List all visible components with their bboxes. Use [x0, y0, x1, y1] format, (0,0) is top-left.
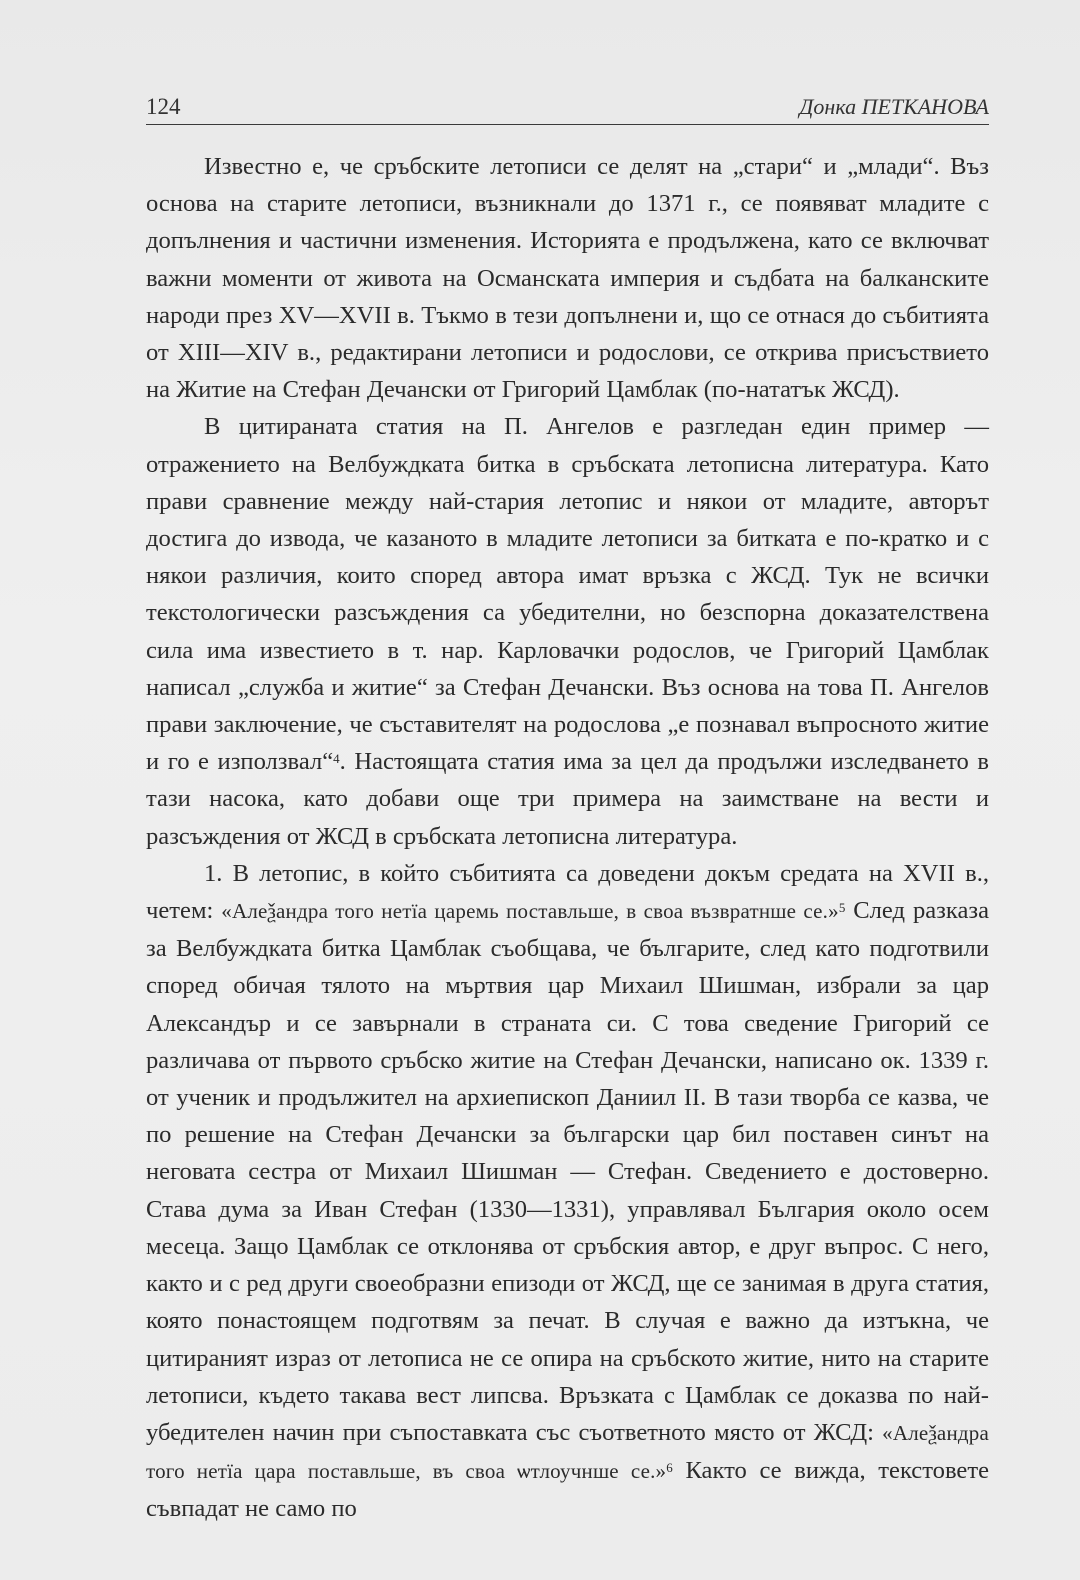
paragraph-1-text: Известно е, че сръбските летописи се делят на „стари“ и „млади“. Въз основа на старите летописи, възникнали до 1371 г., се появяват младите с допълнения и частични изменения. Историята е продължена, като се включват важни моменти от живота на Османската империя и съдбата на балканските народи през XV—XVII в. Тъкмо в тези допълнени и, що се отнася до събитията от XIII—XIV в., редактирани летописи и родослови, се открива присъствието на Житие на Стефан Дечански от Григорий Цамблак (по-нататък ЖСД). [146, 153, 989, 404]
paragraph-2-text-a: В цитираната статия на П. Ангелов е разгледан един пример — отражението на Велбуждката битка в сръбската летописна литература. Като прави сравнение между най-стария летопис и някои от младите, авторът достига до извода, че казаното в младите летописи за битката е по-кратко и с някои различия, които според автора имат връзка с ЖСД. Тук не всички текстологически разсъждения са убедителни, но безспорна доказателствена сила има известието в т. нар. Карловачки родослов, че Григорий Цамблак написал „служба и житие“ за Стефан Дечански. Въз основа на това П. Ангелов прави заключение, че съставителят на родослова „е познавал въпросното житие и го е използвал“ [146, 413, 989, 776]
page-number: 124 [146, 94, 181, 119]
paragraph-3-text-c: Както се вижда, текстовете съвпадат не само по [146, 1457, 989, 1523]
footnote-ref-5: 5 [838, 900, 846, 916]
paragraph-1 [146, 148, 989, 408]
paragraph-3-text-b: След разказа за Велбуждката битка Цамблак съобщава, че българите, след като подготвили според обичая тялото на мъртвия цар Михаил Шишман, избрали за цар Александър и се завърнали в страната си. С това сведение Григорий се различава от първото сръбско житие на Стефан Дечански, написано ок. 1339 г. от ученик и продължител на архиепископ Даниил II. В тази творба се казва, че по решение на Стефан Дечански за български цар бил поставен синът на неговата сестра от Михаил Шишман — Стефан. Сведението е достоверно. Става дума за Иван Стефан (1330—1331), управлявал България около осем месеца. Защо Цамблак се отклонява от сръбския автор, е друг въпрос. С него, както и с ред други своеобразни епизоди от ЖСД, ще се занимая в друга статия, която понастоящем подготвям за печат. В случая е важно да изтъкна, че цитираният израз от летописа не се опира на сръбското житие, нито на старите летописи, където такава вест липсва. Връзката с Цамблак се доказва по най-убедителен начин при съпоставката със съответното място от ЖСД: [146, 897, 990, 1446]
old-slavonic-quote-2: «Алеѯандра того нетїа цара поставльше, въ своа ѡтлоучнше се.» [146, 1420, 989, 1484]
paragraph-2 [146, 408, 989, 854]
running-head-author: Донка ПЕТКАНОВА [799, 94, 989, 119]
old-slavonic-quote-1: «Алеѯандра того нетїа царемь поставльше, в своа възвратнше се.» [221, 899, 839, 924]
paragraph-3-text-a: 1. В летопис, в който събитията са доведени докъм средата на XVII в., четем: [146, 859, 989, 925]
paragraph-3 [146, 855, 989, 1528]
body-text [146, 148, 989, 1528]
paragraph-2-text-b: . Настоящата статия има за цел да продължи изследването в тази насока, като добави още три примера на заимстване на вести и разсъждения от ЖСД в сръбската летописна литература. [146, 748, 989, 850]
running-header [146, 90, 989, 125]
footnote-ref-4: 4 [333, 751, 340, 767]
footnote-ref-6: 6 [666, 1460, 673, 1476]
